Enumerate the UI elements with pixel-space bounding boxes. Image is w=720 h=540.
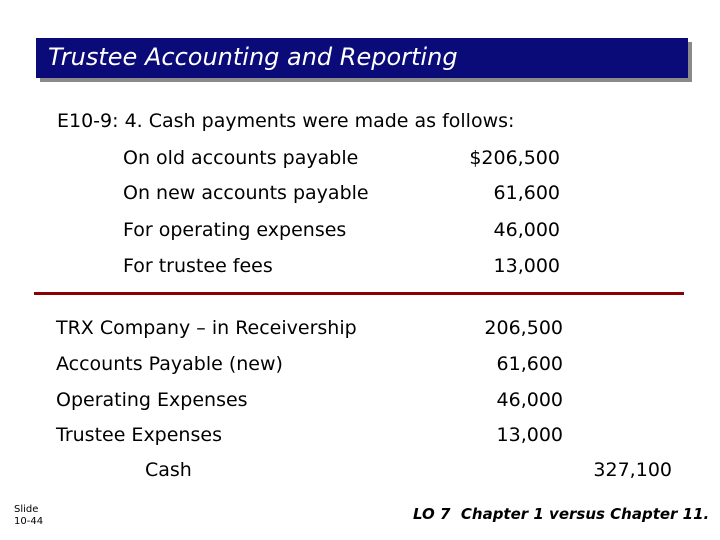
footer-learning-objective: LO 7 Chapter 1 versus Chapter 11. — [413, 505, 710, 523]
journal-debit-amount: 46,000 — [496, 389, 563, 411]
journal-debit-amount: 13,000 — [496, 424, 563, 446]
payment-label: On old accounts payable — [123, 147, 359, 169]
title-bar — [36, 38, 688, 78]
slide-title: Trustee Accounting and Reporting — [48, 43, 458, 71]
payment-amount: 46,000 — [493, 219, 560, 241]
journal-debit-amount: 61,600 — [496, 353, 563, 375]
divider-rule — [34, 292, 684, 295]
exercise-text: 4. Cash payments were made as follows: — [124, 110, 515, 132]
journal-credit-amount: 327,100 — [593, 459, 672, 481]
journal-debit-account: Trustee Expenses — [56, 424, 222, 446]
journal-debit-account: Accounts Payable (new) — [56, 353, 283, 375]
journal-debit-account: Operating Expenses — [56, 389, 248, 411]
slide-number — [14, 504, 43, 528]
exercise-label: E10-9: — [57, 110, 119, 132]
payment-amount: 13,000 — [493, 255, 560, 277]
slide-label: Slide — [14, 504, 39, 515]
payment-amount: $206,500 — [469, 147, 560, 169]
journal-debit-amount: 206,500 — [484, 317, 563, 339]
payment-label: For trustee fees — [123, 255, 273, 277]
payment-amount: 61,600 — [493, 182, 560, 204]
slide-number-value: 10-44 — [14, 516, 44, 527]
journal-credit-account: Cash — [145, 459, 192, 481]
payment-label: For operating expenses — [123, 219, 347, 241]
payment-label: On new accounts payable — [123, 182, 369, 204]
exercise-heading — [57, 110, 514, 132]
journal-debit-account: TRX Company – in Receivership — [56, 317, 357, 339]
